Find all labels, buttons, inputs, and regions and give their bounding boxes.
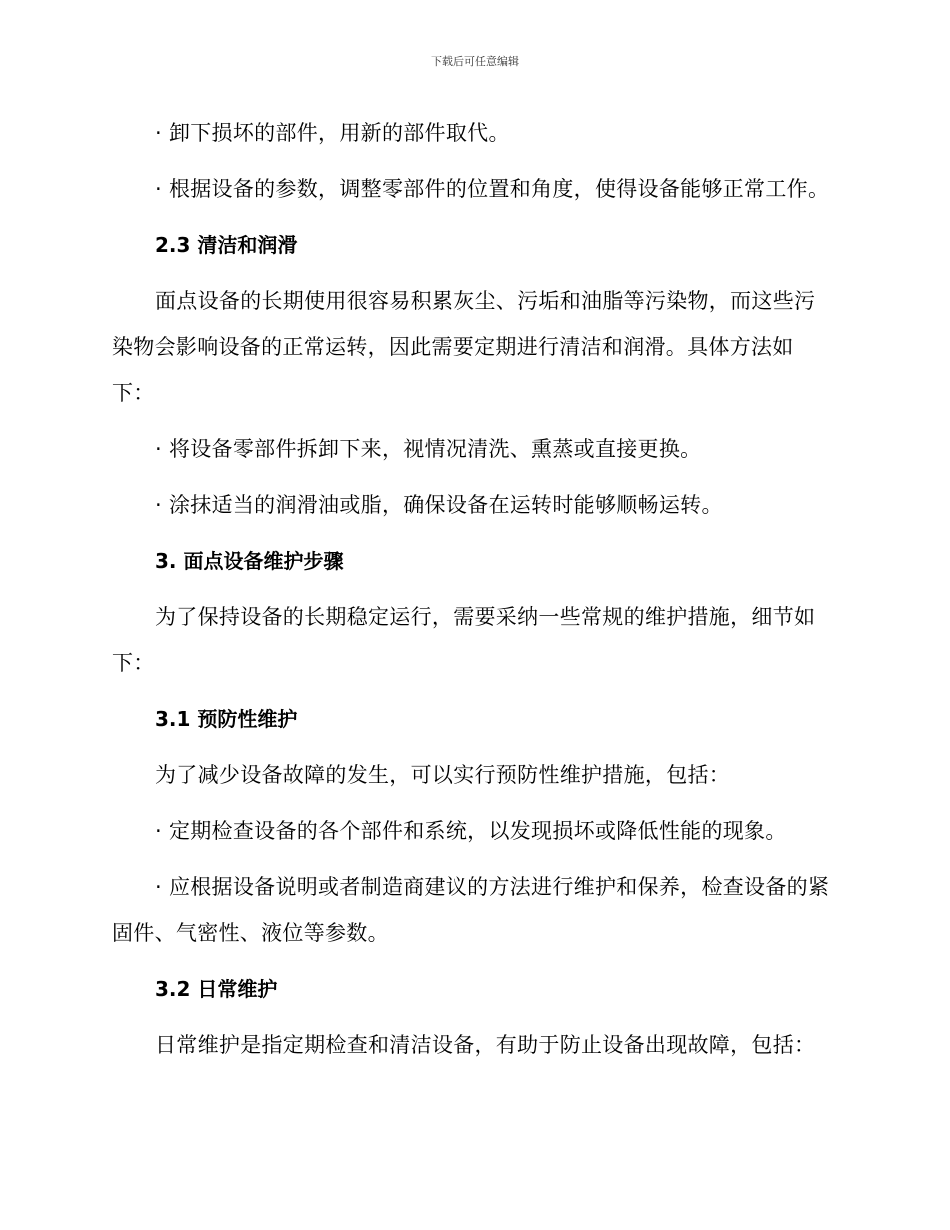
bullet-regular-inspection: · 定期检查设备的各个部件和系统，以发现损坏或降低性能的现象。 bbox=[155, 819, 787, 843]
paragraph-cleaning-intro: 面点设备的长期使用很容易积累灰尘、污垢和油脂等污染物，而这些污染物会影响设备的正常运转，因此需要定期进行清洁和润滑。具体方法如下： bbox=[112, 289, 816, 405]
bullet-manufacturer-guidance: · 应根据设备说明或者制造商建议的方法进行维护和保养，检查设备的紧固件、气密性、液位等参数。 bbox=[112, 875, 830, 945]
paragraph-maintenance-intro: 为了保持设备的长期稳定运行，需要采纳一些常规的维护措施，细节如下： bbox=[112, 605, 816, 675]
section-heading-2-3: 2.3 清洁和润滑 bbox=[155, 233, 298, 257]
bullet-replace-parts: · 卸下损坏的部件，用新的部件取代。 bbox=[155, 121, 510, 145]
section-heading-3: 3. 面点设备维护步骤 bbox=[155, 549, 344, 573]
bullet-disassemble-clean: · 将设备零部件拆卸下来，视情况清洗、熏蒸或直接更换。 bbox=[155, 437, 702, 461]
paragraph-preventive-intro: 为了减少设备故障的发生，可以实行预防性维护措施，包括： bbox=[155, 763, 731, 787]
section-heading-3-2: 3.2 日常维护 bbox=[155, 977, 278, 1001]
document-body bbox=[112, 110, 834, 1078]
bullet-lubricate: · 涂抹适当的润滑油或脂，确保设备在运转时能够顺畅运转。 bbox=[155, 493, 723, 517]
bullet-adjust-parts: · 根据设备的参数，调整零部件的位置和角度，使得设备能够正常工作。 bbox=[155, 177, 830, 201]
paragraph-daily-intro: 日常维护是指定期检查和清洁设备，有助于防止设备出现故障，包括： bbox=[155, 1033, 816, 1057]
section-heading-3-1: 3.1 预防性维护 bbox=[155, 707, 298, 731]
page-header: 下载后可任意编辑 bbox=[431, 55, 519, 68]
